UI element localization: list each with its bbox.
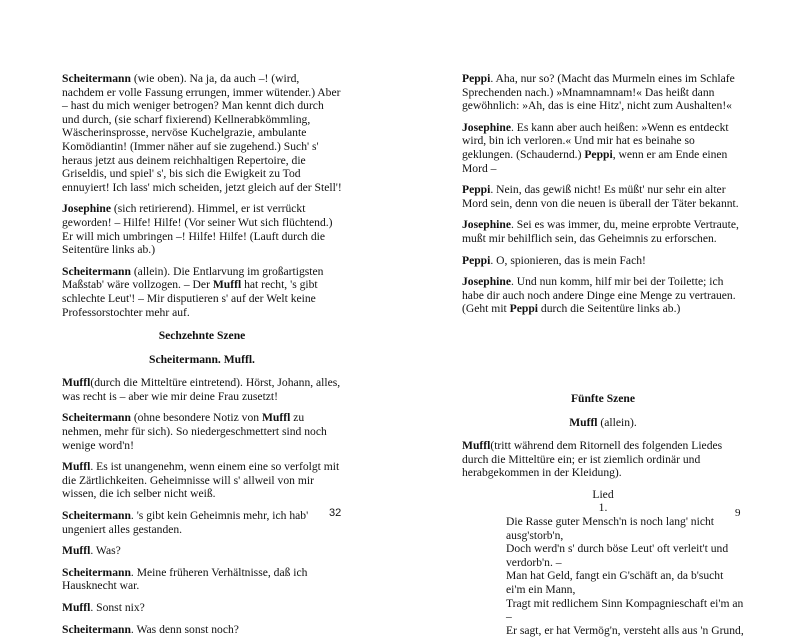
dialogue-paragraph: Peppi. Nein, das gewiß nicht! Es müßt' nur sehr ein alter Mord sein, denn von die neuen is überall der Täter bekannt. [462, 183, 739, 210]
page-number: 9 [735, 507, 741, 519]
dialogue-paragraph: Muffl. Was? [62, 544, 121, 558]
verse-line: Man hat Geld, fangt ein G'schäft an, da b'sucht ei'm ein Mann, [506, 569, 724, 597]
speaker-name: Peppi [462, 253, 491, 267]
speaker-name: Muffl [462, 439, 491, 453]
right-page [400, 0, 800, 637]
left-page [0, 0, 400, 636]
speaker-name: Scheitermann [62, 565, 131, 579]
dialogue-paragraph: Muffl(durch die Mitteltüre eintretend). Hörst, Johann, alles, was recht is – aber wie mir deine Frau zusetzt! [62, 376, 341, 403]
dialogue-paragraph: Josephine (sich retirierend). Himmel, er ist verrückt geworden! – Hilfe! Hilfe! (Vor seiner Wut sich flüchtend.) Er will mich umbringen –! Hilfe! Hilfe! (Lauft durch die Seitentüre links ab.) [62, 202, 333, 257]
dialogue-paragraph: Josephine. Es kann aber auch heißen: »Wenn es entdeckt wird, bin ich verloren.« Und mir hat es beinahe so geklungen. (Schaudernd.) Peppi, wenn er am Ende einen Mord – [462, 120, 729, 175]
dialogue-paragraph: Scheitermann (ohne besondere Notiz von Muffl zu nehmen, mehr für sich). So niedergeschmettert sind noch wenige word'n! [62, 411, 327, 452]
verse-line: Doch werd'n s' durch böse Leut' oft verleit't und verdorb'n. – [506, 542, 729, 569]
dialogue-paragraph: Peppi. O, spionieren, das is mein Fach! [462, 253, 646, 267]
scene-characters: Scheitermann. Muffl. [149, 352, 255, 366]
left-page-text [62, 72, 342, 644]
dialogue-paragraph: Scheitermann. 's gibt kein Geheimnis mehr, ich hab' ungeniert alles gestanden. [62, 509, 309, 536]
speaker-name: Josephine [462, 218, 511, 232]
verse-line: Er sagt, er hat Vermög'n, versteht alls aus 'n Grund, [506, 623, 744, 637]
scene-heading: Fünfte Szene [570, 391, 636, 405]
verse-line: Tragt mit redlichem Sinn Kompagnieschaft ei'm an – [506, 596, 744, 624]
dialogue-paragraph: Scheitermann. Was denn sonst noch? [62, 622, 239, 636]
dialogue-paragraph: Peppi. Aha, nur so? (Macht das Murmeln eines im Schlafe Sprechenden nach.) »Mnamnamnam!« Das heißt dann gewöhnlich: »Ah, das is eine Hitz', nicht zum Aushalten!« [462, 72, 735, 113]
speaker-name: Josephine [462, 275, 511, 289]
scene-characters: Muffl (allein). [569, 415, 637, 429]
verse-line: Die Rasse guter Mensch'n is noch lang' nicht ausg'storb'n, [506, 515, 714, 542]
page-number: 32 [329, 507, 342, 519]
right-page-text [462, 72, 744, 637]
speaker-name: Josephine [62, 202, 111, 216]
speaker-name: Peppi [462, 183, 491, 197]
speaker-name: Scheitermann [62, 72, 131, 85]
dialogue-paragraph: Scheitermann (wie oben). Na ja, da auch –! (wird, nachdem er volle Fassung errungen, immer wütender.) Aber – hast du mich weniger betrogen? Man kennt dich durch und durch, (sie scharf fixierend) Kellnerabkömmling, Wäscherinsprosse, nervöse Kuchelgrazie, ambulante Komödiantin! (Immer näher auf sie zugehend.) Such' s' heraus jetzt aus deinem reichhaltigen Repertoire, die Griseldis, und spiel' s', bis sich die Ewigkeit zu Tod ennuyiert! Ich lass' mich scheiden, jetzt gleich auf der Stell'! [62, 72, 342, 194]
speaker-name: Peppi [462, 72, 491, 85]
dialogue-paragraph: Scheitermann. Meine früheren Verhältnisse, daß ich Hausknecht war. [62, 565, 308, 593]
dialogue-paragraph: Scheitermann (allein). Die Entlarvung im großartigsten Maßstab' wäre vollzogen. – Der Muffl hat recht, 's gibt schlechte Leut'! – Mir disputieren s' auf der Welt keine Professorstochter mehr auf. [62, 264, 324, 319]
speaker-name: Scheitermann [62, 509, 131, 523]
speaker-name: Scheitermann [62, 622, 131, 636]
song-title: Lied [592, 487, 614, 501]
verse-number: 1. [598, 501, 608, 515]
dialogue-paragraph: Josephine. Sei es was immer, du, meine erprobte Vertraute, mußt mir behilflich sein, das Geheimnis zu erforschen. [462, 218, 739, 245]
song-verse [506, 515, 744, 637]
speaker-name: Scheitermann [62, 411, 131, 425]
scene-heading: Sechzehnte Szene [158, 329, 246, 343]
speaker-name: Muffl [62, 544, 91, 558]
speaker-name: Josephine [462, 120, 511, 134]
speaker-name: Scheitermann [62, 264, 131, 278]
stage-direction-paragraph: Muffl(tritt während dem Ritornell des folgenden Liedes durch die Mitteltüre ein; er ist ziemlich ordinär und herabgekommen in der Kleidung). [462, 439, 723, 480]
blank-space [462, 324, 744, 382]
speaker-name: Muffl [62, 460, 91, 474]
speaker-name: Muffl [62, 376, 91, 390]
dialogue-paragraph: Muffl. Sonst nix? [62, 601, 145, 614]
speaker-name: Muffl [62, 601, 91, 614]
dialogue-paragraph: Josephine. Und nun komm, hilf mir bei der Toilette; ich habe dir auch noch andere Dinge eine Menge zu vertrauen. (Geht mit Peppi durch die Seitentüre links ab.) [462, 275, 736, 316]
dialogue-paragraph: Muffl. Es ist unangenehm, wenn einem eine so verfolgt mit die Zärtlichkeiten. Geheimnisse will s' allweil von mir wissen, die ich selber nicht weiß. [62, 460, 340, 501]
